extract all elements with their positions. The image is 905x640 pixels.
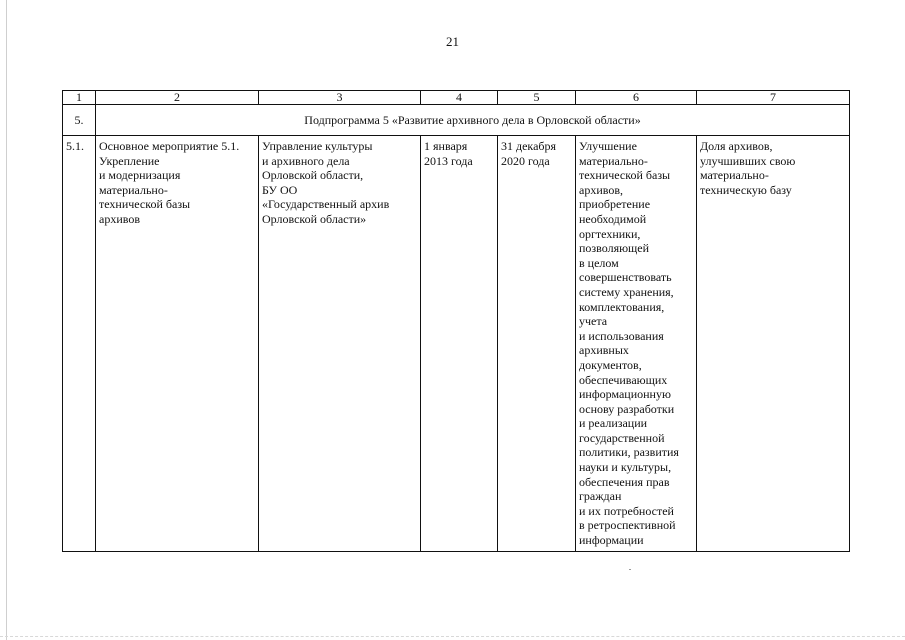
- column-header-5: 5: [498, 91, 576, 105]
- subprogram-number: 5.: [63, 105, 96, 136]
- row-number: 5.1.: [63, 136, 96, 552]
- start-date-cell: 1 января 2013 года: [421, 136, 498, 552]
- subprogram-title: Подпрограмма 5 «Развитие архивного дела в Орловской области»: [96, 105, 850, 136]
- column-header-3: 3: [259, 91, 421, 105]
- executor-cell: Управление культуры и архивного дела Орловской области, БУ ОО «Государственный архив Орловской области»: [259, 136, 421, 552]
- scan-speck: [629, 569, 631, 570]
- scan-edge-line: [6, 0, 7, 640]
- column-header-7: 7: [697, 91, 850, 105]
- program-table: [62, 90, 850, 552]
- indicator-cell: Доля архивов, улучшивших свою материально- техническую базу: [697, 136, 850, 552]
- expected-result-cell: Улучшение материально- технической базы архивов, приобретение необходимой оргтехники, позволяющей в целом совершенствовать систему хранения, комплектования, учета и использования архивных документов, обеспечивающих информационную основу разработки и реализации государственной политики, развития науки и культуры, обеспечения прав граждан и их потребностей в ретроспективной информации: [576, 136, 697, 552]
- column-header-1: 1: [63, 91, 96, 105]
- event-name-cell: Основное мероприятие 5.1. Укрепление и модернизация материально- технической базы архивов: [96, 136, 259, 552]
- page-number: 21: [446, 34, 459, 49]
- column-header-6: 6: [576, 91, 697, 105]
- table-row: [63, 136, 850, 552]
- end-date-cell: 31 декабря 2020 года: [498, 136, 576, 552]
- column-header-2: 2: [96, 91, 259, 105]
- column-number-row: [63, 91, 850, 105]
- column-header-4: 4: [421, 91, 498, 105]
- scan-bottom-line: [0, 636, 905, 637]
- subprogram-row: [63, 105, 850, 136]
